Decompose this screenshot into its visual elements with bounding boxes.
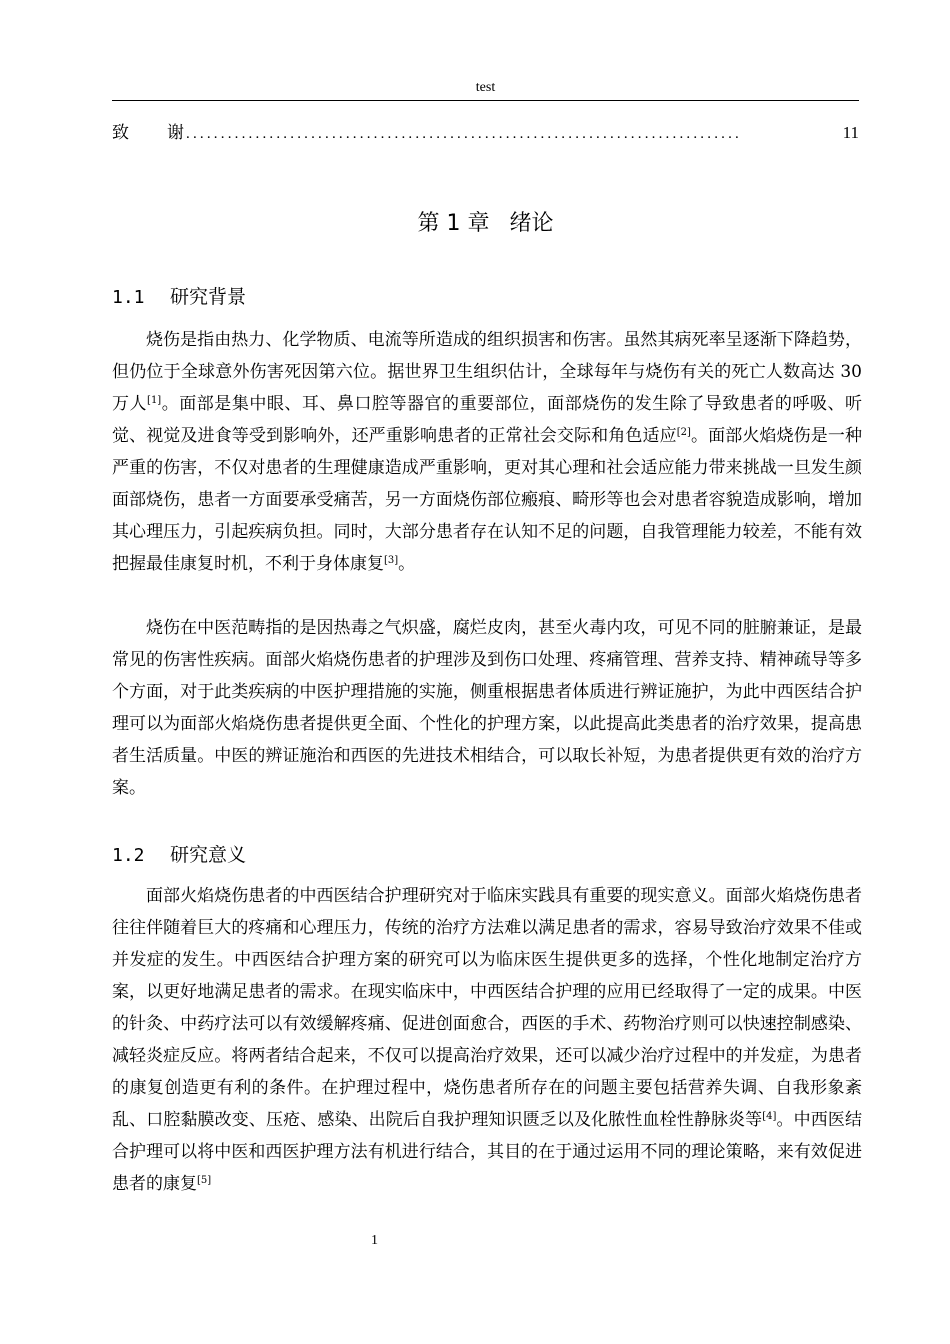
section-heading-1-2 bbox=[112, 841, 859, 870]
paragraph-text: 。面部是集中眼、耳、鼻口腔等器官的重要部位，面部烧伤的发生除了导致患者的呼吸、听觉、视觉及进食等受到影响外，还严重影响患者的正常社会交际和角色适应 bbox=[112, 394, 863, 446]
page-number: 1 bbox=[371, 1233, 378, 1248]
toc-label-char-1: 致 bbox=[112, 123, 129, 143]
citation-ref[interactable]: [1] bbox=[147, 395, 162, 406]
citation-ref[interactable]: [3] bbox=[384, 555, 399, 566]
citation-ref[interactable]: [5] bbox=[197, 1175, 212, 1186]
paragraph-3 bbox=[112, 880, 862, 1200]
section-number: 1.1 bbox=[112, 287, 145, 308]
citation-ref[interactable]: [4] bbox=[762, 1111, 777, 1122]
chapter-title: 绪论 bbox=[509, 211, 554, 236]
paragraph-text: 。面部火焰烧伤是一种严重的伤害，不仅对患者的生理健康造成严重影响，更对其心理和社会适应能力带来挑战一旦发生颜面部烧伤，患者一方面要承受痛苦，另一方面烧伤部位瘢痕、畸形等也会对患者容貌造成影响，增加其心理压力，引起疾病负担。同时，大部分患者存在认知不足的问题，自我管理能力较差，不能有效把握最佳康复时机，不利于身体康复 bbox=[112, 426, 863, 574]
page-header: test bbox=[475, 80, 496, 95]
toc-entry-acknowledgements[interactable] bbox=[112, 122, 859, 145]
paragraph-1 bbox=[112, 324, 862, 580]
citation-ref[interactable]: [2] bbox=[676, 427, 691, 438]
paragraph-text: 面部火焰烧伤患者的中西医结合护理研究对于临床实践具有重要的现实意义。面部火焰烧伤患者往往伴随着巨大的疼痛和心理压力，传统的治疗方法难以满足患者的需求，容易导致治疗效果不佳或并发症的发生。中西医结合护理方案的研究可以为临床医生提供更多的选择，个性化地制定治疗方案，以更好地满足患者的需求。在现实临床中，中西医结合护理的应用已经取得了一定的成果。中医的针灸、中药疗法可以有效缓解疼痛、促进创面愈合，西医的手术、药物治疗则可以快速控制感染、减轻炎症反应。将两者结合起来，不仅可以提高治疗效果，还可以减少治疗过程中的并发症，为患者的康复创造更有利的条件。在护理过程中，烧伤患者所存在的问题主要包括营养失调、自我形象紊乱、口腔黏膜改变、压疮、感染、出院后自我护理知识匮乏以及化脓性血栓性静脉炎等 bbox=[112, 886, 862, 1130]
toc-page-number: 11 bbox=[842, 123, 859, 142]
section-title: 研究意义 bbox=[170, 844, 247, 866]
toc-leader-dots: ................................................................................ bbox=[186, 126, 742, 142]
paragraph-text: 。 bbox=[398, 554, 416, 574]
header-rule bbox=[112, 100, 859, 101]
section-number: 1.2 bbox=[112, 845, 145, 866]
paragraph-text: 。中西医结合护理可以将中医和西医护理方法有机进行结合，其目的在于通过运用不同的理论策略，来有效促进患者的康复 bbox=[112, 1110, 862, 1194]
chapter-heading bbox=[112, 208, 859, 240]
paragraph-2 bbox=[112, 612, 862, 804]
section-title: 研究背景 bbox=[170, 286, 247, 308]
chapter-number: 第 1 章 bbox=[417, 211, 490, 236]
toc-label-char-2: 谢 bbox=[167, 123, 184, 143]
paragraph-text: 烧伤在中医范畴指的是因热毒之气炽盛，腐烂皮肉，甚至火毒内攻，可见不同的脏腑兼证，是最常见的伤害性疾病。面部火焰烧伤患者的护理涉及到伤口处理、疼痛管理、营养支持、精神疏导等多个方面，对于此类疾病的中医护理措施的实施，侧重根据患者体质进行辨证施护，为此中西医结合护理可以为面部火焰烧伤患者提供更全面、个性化的护理方案，以此提高此类患者的治疗效果，提高患者生活质量。中医的辨证施治和西医的先进技术相结合，可以取长补短，为患者提供更有效的治疗方案。 bbox=[112, 618, 862, 798]
section-heading-1-1 bbox=[112, 283, 859, 312]
paragraph-text: 烧伤是指由热力、化学物质、电流等所造成的组织损害和伤害。虽然其病死率呈逐渐下降趋势，但仍位于全球意外伤害死因第六位。据世界卫生组织估计，全球每年与烧伤有关的死亡人数高达 30 万人 bbox=[112, 330, 862, 414]
toc-label bbox=[112, 122, 184, 144]
